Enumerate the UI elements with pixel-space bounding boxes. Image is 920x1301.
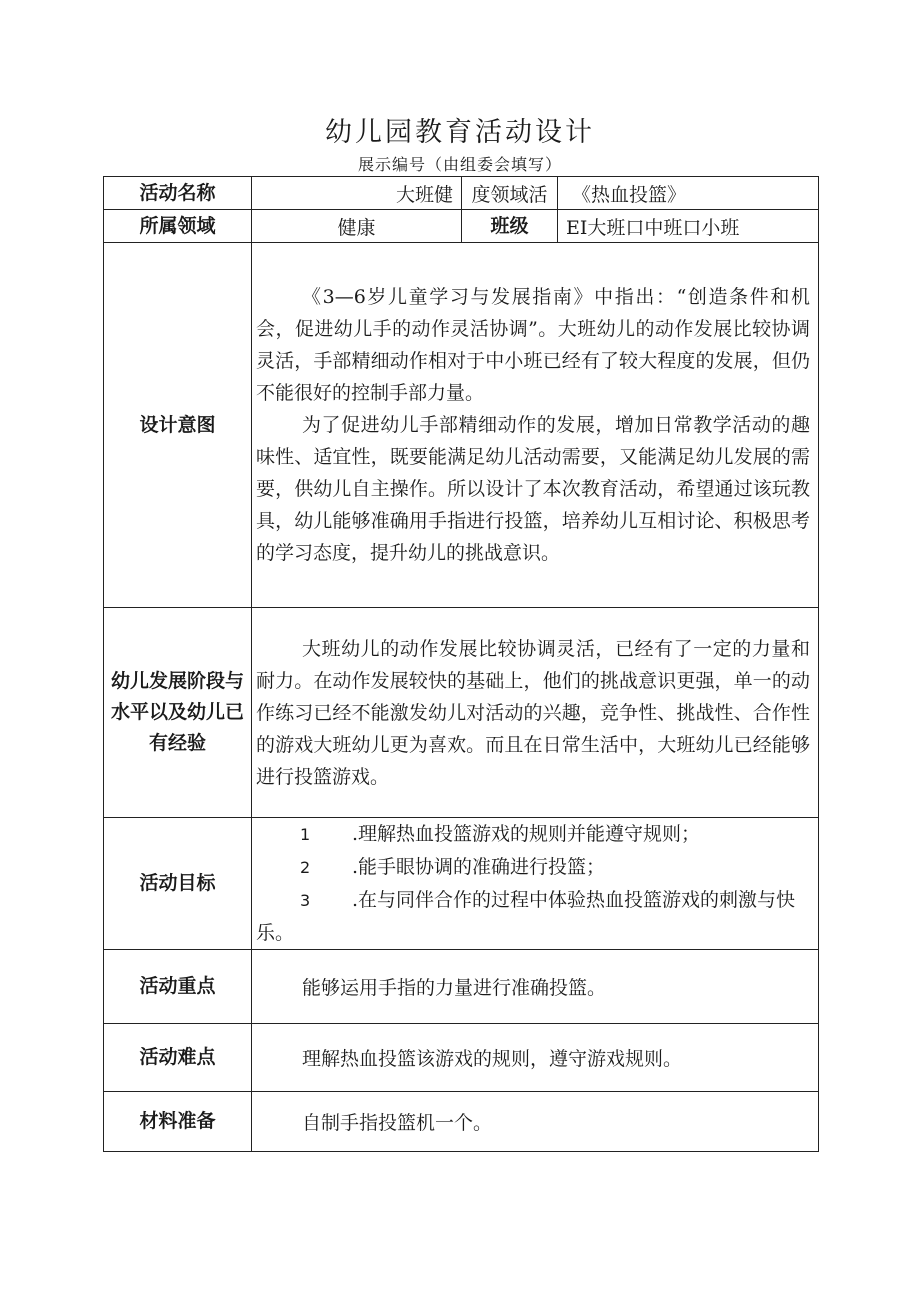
- materials-label: 材料准备: [104, 1092, 252, 1152]
- goal-item: [252, 851, 818, 884]
- class-label: 班级: [462, 210, 558, 243]
- development-stage-content: [252, 608, 819, 818]
- domain-value: 健康: [252, 210, 462, 243]
- row-activity-goals: [104, 818, 819, 950]
- document-title: 幼儿园教育活动设计: [325, 117, 595, 148]
- row-activity-name: [104, 177, 819, 210]
- goal-text: .能手眼协调的准确进行投篮；: [352, 856, 606, 878]
- design-intent-content: [252, 243, 819, 608]
- activity-design-table: [103, 176, 819, 1152]
- activity-goals-label: 活动目标: [104, 818, 252, 950]
- document-subtitle: 展示编号（由组委会填写）: [357, 155, 562, 174]
- intent-paragraph: 为了促进幼儿手部精细动作的发展，增加日常教学活动的趣味性、适宜性，既要能满足幼儿活动需要，又能满足幼儿发展的需要，供幼儿自主操作。所以设计了本次教育活动，希望通过该玩教具，幼儿能够准确用手指进行投篮，培养幼儿互相讨论、积极思考的学习态度，提升幼儿的挑战意识。: [256, 414, 810, 564]
- goal-item: [252, 884, 818, 949]
- goal-text: .理解热血投篮游戏的规则并能遵守规则；: [352, 823, 701, 845]
- goal-number: 3: [300, 891, 311, 910]
- activity-name-part1: 大班健: [252, 177, 462, 210]
- row-difficulty: [104, 1024, 819, 1092]
- row-key-point: [104, 950, 819, 1024]
- row-materials: [104, 1092, 819, 1152]
- row-design-intent: [104, 243, 819, 608]
- activity-name-part2: 度领域活: [462, 177, 558, 210]
- difficulty-label: 活动难点: [104, 1024, 252, 1092]
- stage-paragraph: 大班幼儿的动作发展比较协调灵活，已经有了一定的力量和耐力。在动作发展较快的基础上，他们的挑战意识更强，单一的动作练习已经不能激发幼儿对活动的兴趣，竞争性、挑战性、合作性的游戏大班幼儿更为喜欢。而且在日常生活中，大班幼儿已经能够进行投篮游戏。: [256, 637, 810, 788]
- class-options: EI大班口中班口小班: [558, 210, 819, 243]
- intent-paragraph: 《3—6岁儿童学习与发展指南》中指出：“创造条件和机会，促进幼儿手的动作灵活协调”。大班幼儿的动作发展比较协调灵活，手部精细动作相对于中小班已经有了较大程度的发展，但仍不能很好的控制手部力量。: [256, 286, 810, 404]
- key-point-value: 能够运用手指的力量进行准确投篮。: [252, 950, 819, 1024]
- activity-goals-content: [252, 818, 819, 950]
- goal-number: 2: [300, 858, 311, 877]
- goal-item: [252, 818, 818, 851]
- activity-name-label: 活动名称: [104, 177, 252, 210]
- materials-value: 自制手指投篮机一个。: [252, 1092, 819, 1152]
- row-domain: [104, 210, 819, 243]
- goal-number: 1: [300, 825, 311, 844]
- design-intent-label: 设计意图: [104, 243, 252, 608]
- difficulty-value: 理解热血投篮该游戏的规则，遵守游戏规则。: [252, 1024, 819, 1092]
- domain-label: 所属领域: [104, 210, 252, 243]
- row-development-stage: [104, 608, 819, 818]
- goal-text: .在与同伴合作的过程中体验热血投篮游戏的刺激与快乐。: [256, 889, 796, 944]
- development-stage-label: 幼儿发展阶段与水平以及幼儿已有经验: [104, 608, 252, 818]
- activity-name-part3: 《热血投篮》: [558, 177, 819, 210]
- key-point-label: 活动重点: [104, 950, 252, 1024]
